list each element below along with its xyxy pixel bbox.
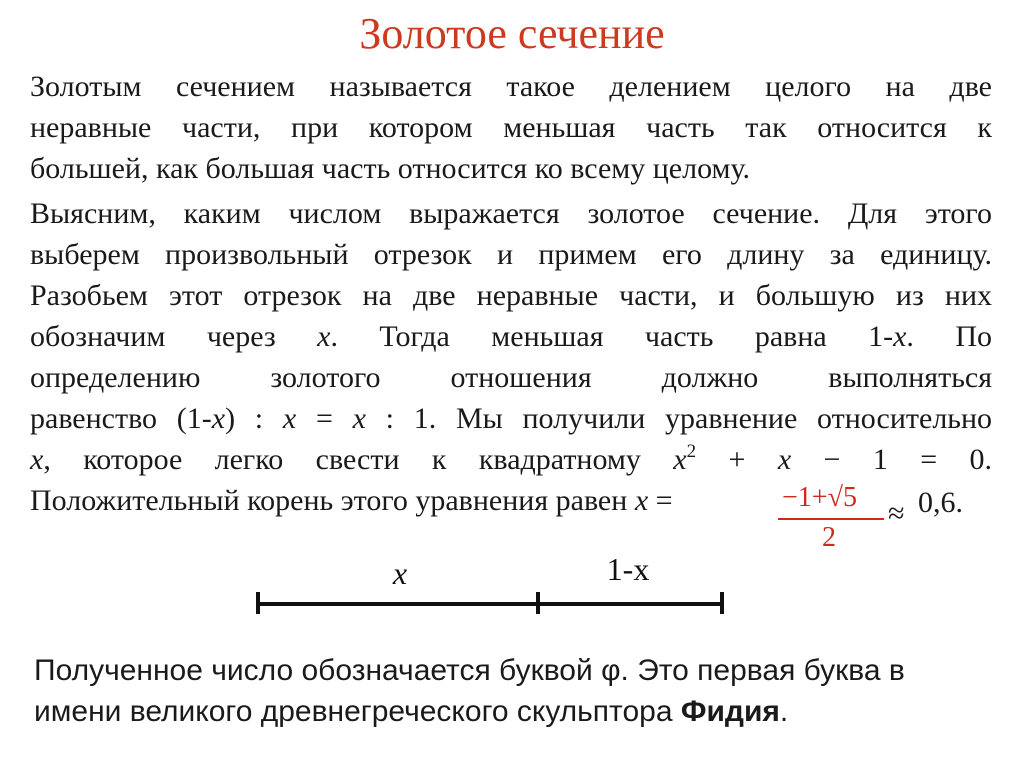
definition-line-1: Золотым сечением называется такое делением целого на две (30, 70, 992, 103)
var-x: x (634, 484, 649, 517)
page-title: Золотое сечение (359, 9, 665, 58)
exponent: 2 (686, 441, 697, 462)
var-x: x (282, 402, 297, 435)
var-x: x (352, 402, 366, 435)
derivation-line-1: Выясним, каким числом выражается золотое сечение. Для этого (30, 197, 992, 230)
segment-label-x: x (392, 555, 408, 591)
text-segment: имени великого древнегреческого скульптора (34, 695, 681, 728)
formula-numerator: −1+√5 (782, 482, 857, 513)
plus-sign: + (728, 443, 746, 476)
text-segment: . Тогда меньшая часть равна 1- (330, 320, 894, 353)
text-segment: Положительный корень этого уравнения равен (30, 484, 628, 517)
root-formula (772, 482, 892, 562)
equals-sign: = (315, 402, 333, 435)
var-x: x (30, 443, 44, 476)
fraction-bar (778, 518, 884, 520)
var-x: x (673, 443, 687, 476)
phi-line-2 (34, 691, 954, 732)
derivation-line-2: выберем произвольный отрезок и примем его длину за единицу. (30, 238, 992, 271)
derivation-line-4 (30, 316, 992, 357)
var-x: x (211, 402, 226, 435)
approx-value: 0,6. (918, 486, 963, 519)
text-segment: , которое легко свести к квадратному (43, 443, 641, 476)
text-segment: : 1. Мы получили уравнение относительно (385, 402, 993, 435)
text-segment: − 1 = 0. (823, 443, 993, 476)
segment-diagram (250, 552, 740, 624)
phi-paragraph (34, 650, 954, 732)
derivation-line-3: Разобьем этот отрезок на две неравные части, и большую из них (30, 279, 992, 312)
definition-paragraph (30, 66, 992, 189)
derivation-paragraph (30, 193, 992, 521)
segment-label-rest: 1-x (606, 552, 650, 587)
text-segment: . По (906, 320, 992, 353)
var-x: x (317, 320, 331, 353)
text-segment: . (779, 695, 789, 728)
derivation-line-5: определению золотого отношения должно выполняться (30, 361, 992, 394)
definition-line-2: неравные части, при котором меньшая часть так относится к (30, 111, 992, 144)
derivation-line-7 (30, 439, 992, 480)
phi-line-1: Полученное число обозначается буквой φ. Это первая буква в (34, 654, 905, 687)
var-x: x (777, 443, 792, 476)
text-segment: обозначим через (30, 320, 276, 353)
approx-sign: ≈ (888, 497, 905, 530)
formula-denominator: 2 (822, 522, 836, 553)
equals-sign: = (655, 484, 673, 517)
text-segment: равенство (1- (30, 402, 212, 435)
derivation-line-6 (30, 398, 992, 439)
text-segment: ) : (225, 402, 264, 435)
var-x: x (893, 320, 907, 353)
definition-line-3: большей, как большая часть относится ко всему целому. (30, 152, 750, 185)
sculptor-name: Фидия (680, 695, 780, 728)
